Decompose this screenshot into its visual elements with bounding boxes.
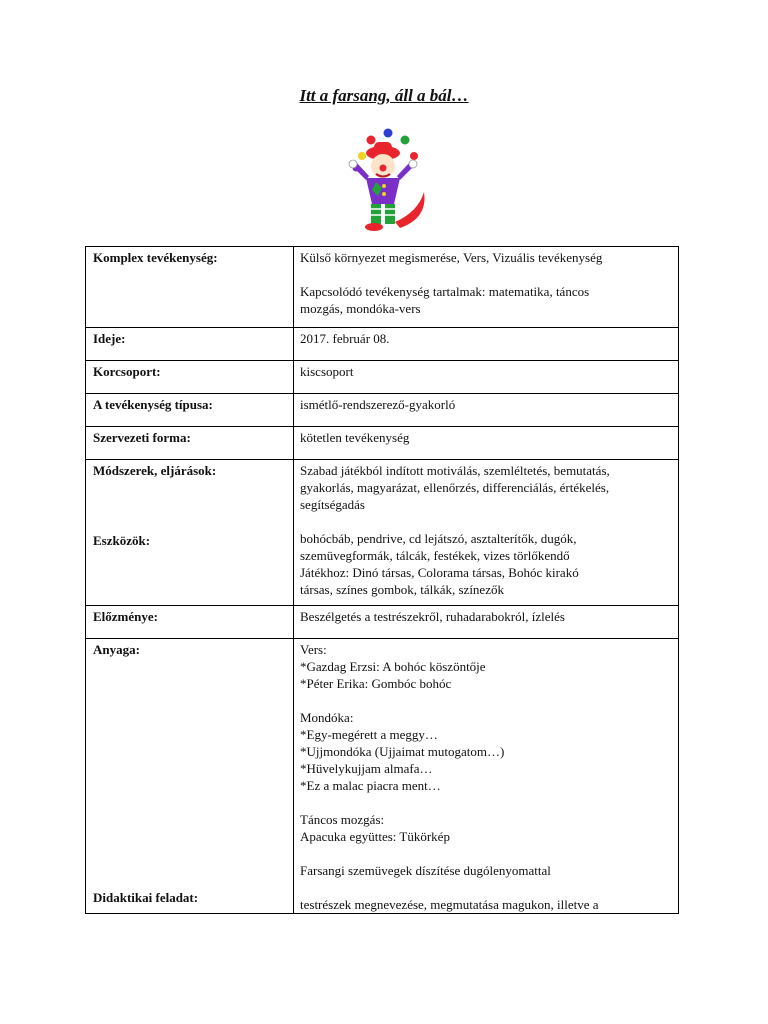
row-value: mozgás, mondóka-vers <box>300 301 421 316</box>
row-value: *Péter Erika: Gombóc bohóc <box>300 676 452 691</box>
row-value: *Ujjmondóka (Ujjaimat mutogatom…) <box>300 744 505 759</box>
row-label: A tevékenység típusa: <box>93 397 213 412</box>
row-label: Előzménye: <box>93 609 158 624</box>
row-value: Játékhoz: Dinó társas, Colorama társas, Bohóc kirakó <box>300 565 579 580</box>
row-value: Külső környezet megismerése, Vers, Vizuális tevékenység <box>300 250 603 265</box>
row-value: kiscsoport <box>300 364 354 379</box>
row-value: *Gazdag Erzsi: A bohóc köszöntője <box>300 659 486 674</box>
table-row <box>86 639 679 914</box>
row-label: Ideje: <box>93 331 126 346</box>
row-label: Szervezeti forma: <box>93 430 191 445</box>
row-value: segítségadás <box>300 497 365 512</box>
row-value: testrészek megnevezése, megmutatása magukon, illetve a <box>300 897 599 912</box>
row-label: Eszközök: <box>93 533 151 548</box>
row-value: kötetlen tevékenység <box>300 430 410 445</box>
row-value: Mondóka: <box>300 710 354 725</box>
table-row <box>86 247 679 328</box>
table-row <box>86 460 679 606</box>
table-row <box>86 606 679 639</box>
table-row <box>86 328 679 361</box>
row-label: Didaktikai feladat: <box>93 890 199 905</box>
row-value: ismétlő-rendszerező-gyakorló <box>300 397 456 412</box>
row-value: Szabad játékból indított motiválás, szemléltetés, bemutatás, <box>300 463 610 478</box>
document-title: Itt a farsang, áll a bál… <box>299 86 469 105</box>
row-value: 2017. február 08. <box>300 331 390 346</box>
row-value: *Ez a malac piacra ment… <box>300 778 441 793</box>
row-value: Apacuka együttes: Tükörkép <box>300 829 450 844</box>
row-value: gyakorlás, magyarázat, ellenőrzés, differenciálás, értékelés, <box>300 480 610 495</box>
row-value: Beszélgetés a testrészekről, ruhadarabokról, ízlelés <box>300 609 565 624</box>
row-value: szemüvegformák, tálcák, festékek, vizes törlőkendő <box>300 548 570 563</box>
row-label: Korcsoport: <box>93 364 161 379</box>
row-value: *Hüvelykujjam almafa… <box>300 761 433 776</box>
row-value: Farsangi szemüvegek díszítése dugólenyomattal <box>300 863 551 878</box>
table-row <box>86 361 679 394</box>
activity-plan-table <box>85 246 679 914</box>
row-label: Komplex tevékenység: <box>93 250 218 265</box>
row-value: bohócbáb, pendrive, cd lejátszó, asztalterítők, dugók, <box>300 531 577 546</box>
row-label: Módszerek, eljárások: <box>93 463 217 478</box>
table-row <box>86 427 679 460</box>
row-value: *Egy-megérett a meggy… <box>300 727 438 742</box>
row-value: Vers: <box>300 642 327 657</box>
row-value: Táncos mozgás: <box>300 812 385 827</box>
row-value: társas, színes gombok, tálkák, színezők <box>300 582 504 597</box>
juggling-clown-icon <box>338 126 438 236</box>
row-value: Kapcsolódó tevékenység tartalmak: matematika, táncos <box>300 284 590 299</box>
row-label: Anyaga: <box>93 642 140 657</box>
table-row <box>86 394 679 427</box>
